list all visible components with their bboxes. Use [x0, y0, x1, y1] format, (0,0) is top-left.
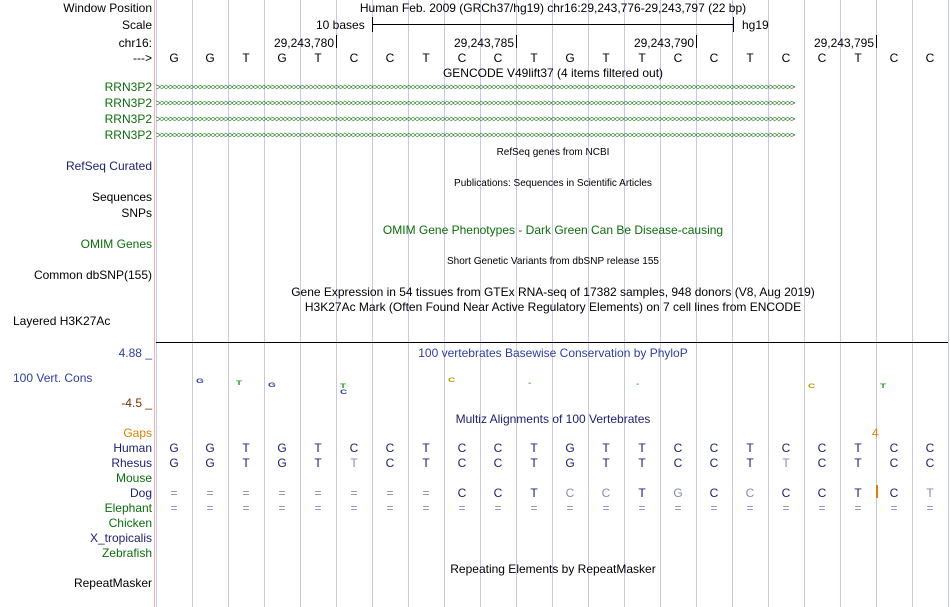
- scale-text: 10 bases: [316, 18, 365, 32]
- rhesus-base: C: [457, 456, 467, 470]
- conservation-logo: G: [268, 382, 276, 389]
- snps-label[interactable]: SNPs: [121, 206, 152, 220]
- conservation-logo: C: [448, 377, 456, 384]
- rhesus-base: C: [385, 456, 395, 470]
- position-tick-label: 29,243,785: [453, 36, 514, 50]
- conservation-max-value: 4.88 _: [118, 346, 152, 360]
- position-tick: [516, 35, 517, 48]
- reference-base: T: [854, 51, 862, 65]
- omim-genes-label[interactable]: OMIM Genes: [80, 237, 152, 251]
- human-base: C: [385, 441, 395, 455]
- rhesus-base: T: [314, 456, 322, 470]
- reference-base: C: [709, 51, 719, 65]
- species-mouse[interactable]: Mouse: [115, 471, 152, 485]
- h3k27ac-track-title: H3K27Ac Mark (Often Found Near Active Regulatory Elements) on 7 cell lines from ENCODE: [304, 300, 802, 314]
- position-tick-label: 29,243,780: [273, 36, 334, 50]
- species-dog[interactable]: Dog: [129, 486, 152, 500]
- dog-base: T: [638, 486, 646, 500]
- human-base: T: [530, 441, 538, 455]
- dog-base: =: [242, 486, 250, 500]
- conservation-logo: -: [528, 380, 532, 387]
- gaps-label[interactable]: Gaps: [123, 426, 152, 440]
- reference-base: C: [457, 51, 467, 65]
- dog-base: C: [457, 486, 467, 500]
- window-position-label: Window Position: [63, 1, 152, 15]
- position-tick-label: 29,243,790: [633, 36, 694, 50]
- position-tick: [336, 35, 337, 48]
- scale-bar: [372, 24, 733, 25]
- reference-base: C: [889, 51, 899, 65]
- dog-base: C: [601, 486, 611, 500]
- species-x-tropicalis[interactable]: X_tropicalis: [89, 531, 152, 545]
- conservation-logo: -: [636, 381, 640, 388]
- dog-base: C: [565, 486, 575, 500]
- rhesus-base: T: [638, 456, 646, 470]
- strand-label: --->: [133, 51, 152, 65]
- h3k27ac-label[interactable]: Layered H3K27Ac: [13, 314, 111, 328]
- elephant-base: =: [314, 501, 322, 515]
- species-zebrafish[interactable]: Zebrafish: [101, 546, 152, 560]
- conservation-logo: G: [196, 378, 204, 385]
- reference-base: T: [314, 51, 322, 65]
- publications-track-title: Publications: Sequences in Scientific Articles: [454, 178, 652, 189]
- rhesus-base: C: [493, 456, 503, 470]
- reference-base: G: [169, 51, 179, 65]
- dog-base: C: [889, 486, 899, 500]
- dog-base: G: [673, 486, 683, 500]
- conservation-logo: C: [340, 389, 348, 396]
- dbsnp-track-title: Short Genetic Variants from dbSNP release 155: [447, 256, 659, 267]
- conservation-label[interactable]: 100 Vert. Cons: [13, 371, 93, 385]
- gencode-item-label[interactable]: RRN3P2: [104, 96, 152, 110]
- dog-base: C: [709, 486, 719, 500]
- dog-base: =: [206, 486, 214, 500]
- gene-feature[interactable]: >>>>>>>>>>>>>>>>>>>>>>>>>>>>>>>>>>>>>>>>>>>>>>>>>>>>>>>>>>>>>>>>>>>>>>>>>>>>>>>>>>>>>>>>>>>>>>>>>>>>>>>>>>>>>>>>>>>>>>>>>>>>>>>>>>>>>>>>>>>>>>>>>>>>>>: [156, 130, 795, 140]
- human-base: G: [565, 441, 575, 455]
- omim-track-title: OMIM Gene Phenotypes - Dark Green Can Be Disease-causing: [382, 223, 724, 237]
- elephant-base: =: [422, 501, 430, 515]
- elephant-base: =: [494, 501, 502, 515]
- elephant-base: =: [782, 501, 790, 515]
- human-base: T: [638, 441, 646, 455]
- gencode-item-label[interactable]: RRN3P2: [104, 112, 152, 126]
- dog-base: =: [314, 486, 322, 500]
- human-base: G: [169, 441, 179, 455]
- reference-base: C: [673, 51, 683, 65]
- scale-bar-right-tick: [733, 17, 734, 32]
- rhesus-base: T: [422, 456, 430, 470]
- reference-base: G: [205, 51, 215, 65]
- reference-base: C: [925, 51, 935, 65]
- position-tick: [696, 35, 697, 48]
- reference-base: T: [602, 51, 610, 65]
- gene-feature[interactable]: >>>>>>>>>>>>>>>>>>>>>>>>>>>>>>>>>>>>>>>>>>>>>>>>>>>>>>>>>>>>>>>>>>>>>>>>>>>>>>>>>>>>>>>>>>>>>>>>>>>>>>>>>>>>>>>>>>>>>>>>>>>>>>>>>>>>>>>>>>>>>>>>>>>>>>: [156, 114, 795, 124]
- elephant-base: =: [746, 501, 754, 515]
- refseq-track-title: RefSeq genes from NCBI: [496, 147, 610, 158]
- elephant-base: =: [278, 501, 286, 515]
- dog-base: =: [350, 486, 358, 500]
- human-base: C: [781, 441, 791, 455]
- dbsnp-label[interactable]: Common dbSNP(155): [33, 268, 152, 282]
- elephant-base: =: [674, 501, 682, 515]
- gencode-item-label[interactable]: RRN3P2: [104, 128, 152, 142]
- gtex-track-title: Gene Expression in 54 tissues from GTEx RNA-seq of 17382 samples, 948 donors (V8, Aug 2019): [291, 285, 815, 299]
- position-tick: [876, 35, 877, 48]
- repeatmasker-label[interactable]: RepeatMasker: [73, 576, 152, 590]
- dog-base: =: [386, 486, 394, 500]
- rhesus-base: C: [673, 456, 683, 470]
- human-base: G: [205, 441, 215, 455]
- elephant-base: =: [710, 501, 718, 515]
- rhesus-base: T: [602, 456, 610, 470]
- gencode-track-title: GENCODE V49lift37 (4 items filtered out): [442, 66, 664, 80]
- elephant-base: =: [926, 501, 934, 515]
- reference-base: C: [349, 51, 359, 65]
- reference-base: T: [638, 51, 646, 65]
- elephant-base: =: [566, 501, 574, 515]
- human-base: C: [457, 441, 467, 455]
- rhesus-base: G: [565, 456, 575, 470]
- rhesus-base: T: [854, 456, 862, 470]
- conservation-top-line: [156, 342, 948, 343]
- reference-base: T: [746, 51, 754, 65]
- human-base: T: [746, 441, 754, 455]
- elephant-base: =: [206, 501, 214, 515]
- dog-base: C: [745, 486, 755, 500]
- elephant-base: =: [242, 501, 250, 515]
- scale-assembly: hg19: [742, 18, 769, 32]
- window-position-title: Human Feb. 2009 (GRCh37/hg19) chr16:29,243,776-29,243,797 (22 bp): [359, 1, 747, 15]
- gene-feature[interactable]: >>>>>>>>>>>>>>>>>>>>>>>>>>>>>>>>>>>>>>>>>>>>>>>>>>>>>>>>>>>>>>>>>>>>>>>>>>>>>>>>>>>>>>>>>>>>>>>>>>>>>>>>>>>>>>>>>>>>>>>>>>>>>>>>>>>>>>>>>>>>>>>>>>>>>>: [156, 98, 795, 108]
- elephant-base: =: [350, 501, 358, 515]
- human-base: T: [602, 441, 610, 455]
- conservation-logo: C: [808, 383, 816, 390]
- dog-base: =: [278, 486, 286, 500]
- scale-bar-left-tick: [372, 17, 373, 32]
- human-base: C: [493, 441, 503, 455]
- reference-base: T: [422, 51, 430, 65]
- reference-base: C: [781, 51, 791, 65]
- reference-base: G: [565, 51, 575, 65]
- rhesus-base: G: [169, 456, 179, 470]
- human-base: G: [277, 441, 287, 455]
- conservation-min-value: -4.5 _: [121, 396, 152, 410]
- label-divider: [154, 0, 155, 607]
- reference-base: T: [242, 51, 250, 65]
- dog-base: T: [926, 486, 934, 500]
- reference-base: C: [385, 51, 395, 65]
- reference-base: T: [530, 51, 538, 65]
- rhesus-base: G: [277, 456, 287, 470]
- multiz-track-title: Multiz Alignments of 100 Vertebrates: [455, 412, 651, 426]
- elephant-base: =: [818, 501, 826, 515]
- human-base: C: [709, 441, 719, 455]
- human-base: T: [314, 441, 322, 455]
- conservation-track-title: 100 vertebrates Basewise Conservation by PhyloP: [418, 346, 688, 360]
- human-base: C: [889, 441, 899, 455]
- refseq-curated-label[interactable]: RefSeq Curated: [65, 159, 152, 173]
- reference-base: C: [817, 51, 827, 65]
- elephant-base: =: [530, 501, 538, 515]
- conservation-logo: T: [236, 380, 243, 387]
- species-human[interactable]: Human: [113, 441, 152, 455]
- rhesus-base: G: [205, 456, 215, 470]
- species-chicken[interactable]: Chicken: [108, 516, 152, 530]
- elephant-base: =: [170, 501, 178, 515]
- dog-base: =: [422, 486, 430, 500]
- rhesus-base: C: [709, 456, 719, 470]
- rhesus-base: T: [530, 456, 538, 470]
- conservation-logo: T: [880, 383, 887, 390]
- rhesus-base: T: [350, 456, 358, 470]
- rhesus-base: T: [746, 456, 754, 470]
- sequences-label[interactable]: Sequences: [91, 190, 152, 204]
- human-base: C: [925, 441, 935, 455]
- dog-base: C: [817, 486, 827, 500]
- repeatmasker-track-title: Repeating Elements by RepeatMasker: [450, 562, 656, 576]
- elephant-base: =: [890, 501, 898, 515]
- gap-marker: [876, 485, 878, 498]
- elephant-base: =: [602, 501, 610, 515]
- human-base: T: [242, 441, 250, 455]
- human-base: T: [854, 441, 862, 455]
- gencode-item-label[interactable]: RRN3P2: [104, 80, 152, 94]
- elephant-base: =: [638, 501, 646, 515]
- elephant-base: =: [854, 501, 862, 515]
- dog-base: C: [781, 486, 791, 500]
- human-base: C: [673, 441, 683, 455]
- dog-base: =: [170, 486, 178, 500]
- scale-label: Scale: [121, 18, 152, 32]
- dog-base: T: [530, 486, 538, 500]
- elephant-base: =: [458, 501, 466, 515]
- position-tick-label: 29,243,795: [813, 36, 874, 50]
- rhesus-base: C: [925, 456, 935, 470]
- reference-base: G: [277, 51, 287, 65]
- chrom-label: chr16:: [118, 36, 152, 50]
- conservation-logo: T: [340, 383, 347, 390]
- rhesus-base: T: [782, 456, 790, 470]
- rhesus-base: T: [242, 456, 250, 470]
- gaps-count: 4: [872, 426, 879, 440]
- species-rhesus[interactable]: Rhesus: [111, 456, 152, 470]
- rhesus-base: C: [889, 456, 899, 470]
- rhesus-base: C: [817, 456, 827, 470]
- human-base: C: [349, 441, 359, 455]
- dog-base: C: [493, 486, 503, 500]
- gene-feature[interactable]: >>>>>>>>>>>>>>>>>>>>>>>>>>>>>>>>>>>>>>>>>>>>>>>>>>>>>>>>>>>>>>>>>>>>>>>>>>>>>>>>>>>>>>>>>>>>>>>>>>>>>>>>>>>>>>>>>>>>>>>>>>>>>>>>>>>>>>>>>>>>>>>>>>>>>>: [156, 82, 795, 92]
- human-base: C: [817, 441, 827, 455]
- species-elephant[interactable]: Elephant: [104, 501, 152, 515]
- human-base: T: [422, 441, 430, 455]
- dog-base: T: [854, 486, 862, 500]
- elephant-base: =: [386, 501, 394, 515]
- reference-base: C: [493, 51, 503, 65]
